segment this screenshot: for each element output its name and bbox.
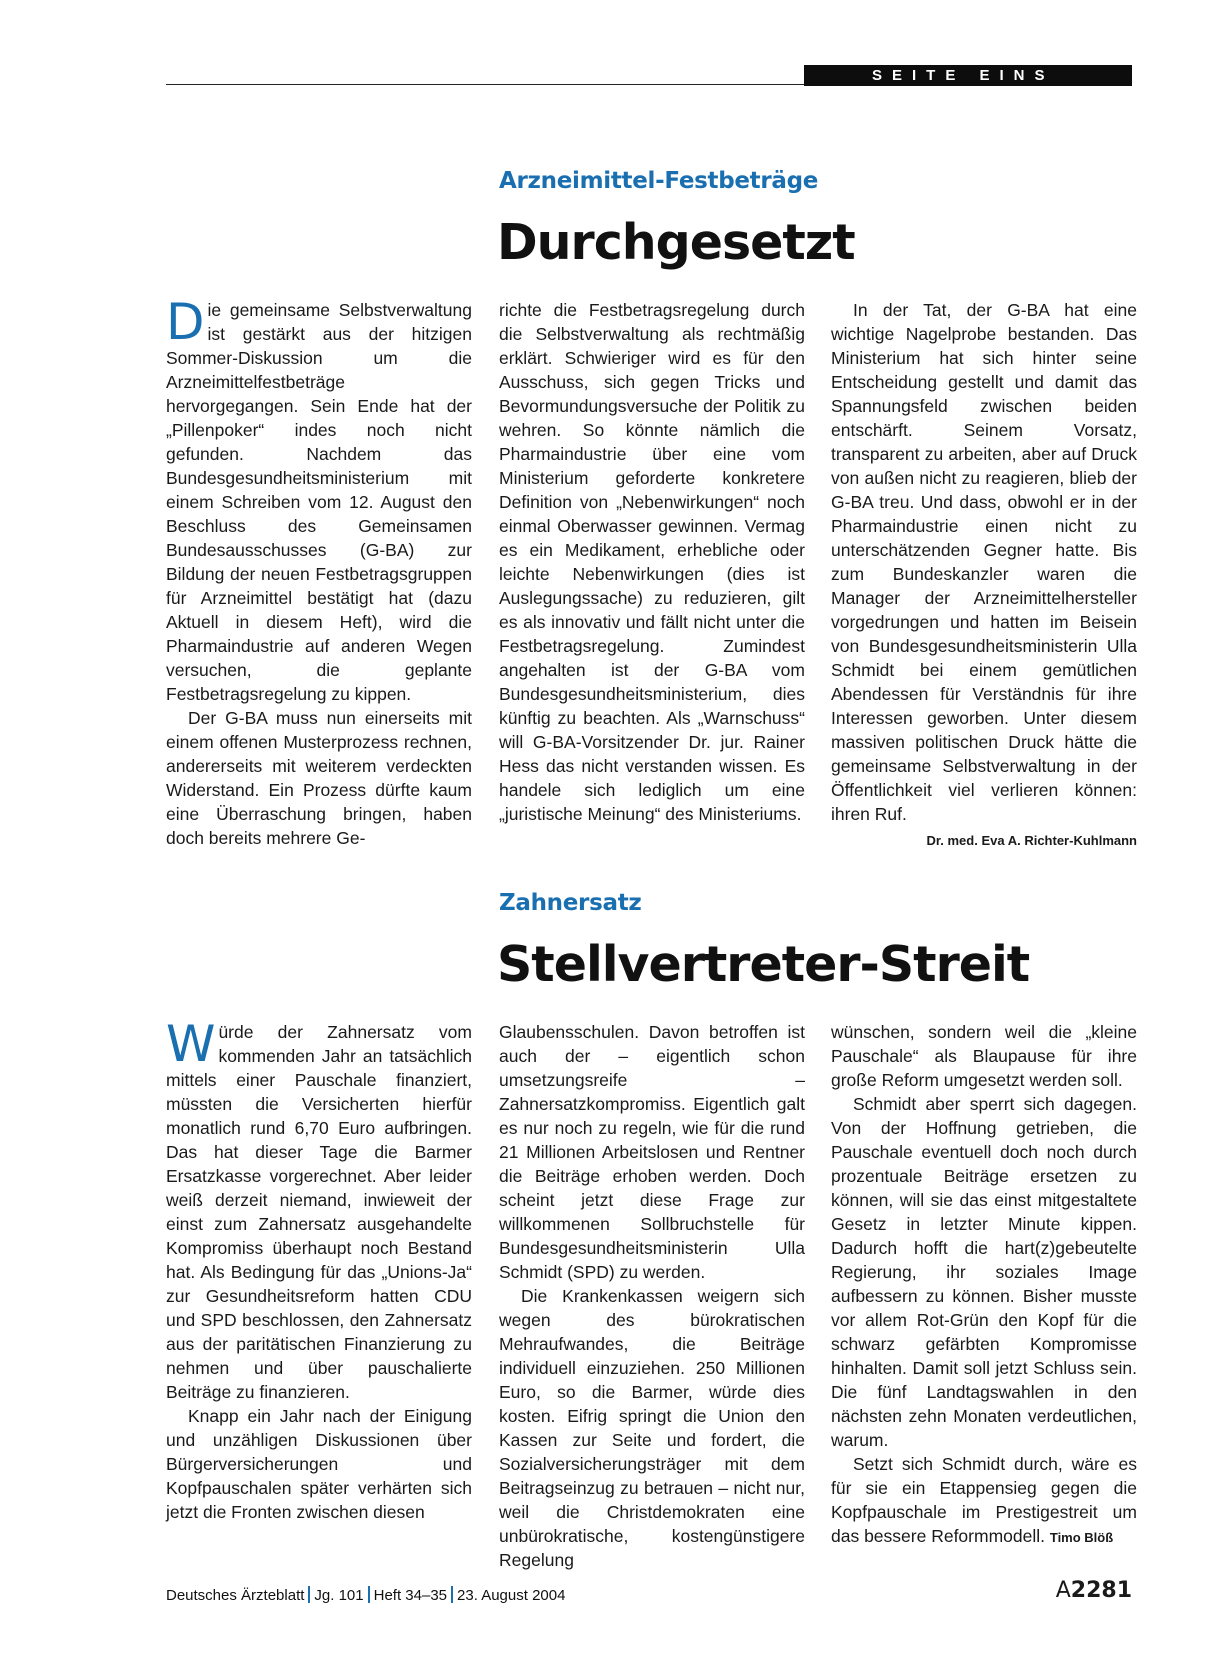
page-number xyxy=(1056,1578,1132,1603)
paragraph: Setzt sich Schmidt durch, wäre es für sie ein Etappensieg gegen die Kopfpauschale im Prestigestreit um das bessere Reformmodell. Timo Blöß xyxy=(831,1454,1137,1546)
article1-column-2 xyxy=(499,298,805,826)
article1-headline: Durchgesetzt xyxy=(497,214,855,271)
article2-headline: Stellvertreter-Streit xyxy=(497,936,1030,993)
paragraph: Der G-BA muss nun einerseits mit einem offenen Musterprozess rechnen, andererseits mit weiterem verdeckten Widerstand. Ein Prozess dürfte kaum eine Überraschung bringen, haben doch bereits mehrere Ge- xyxy=(166,708,472,848)
article1-column-1 xyxy=(166,293,472,850)
article2-column-3 xyxy=(831,1020,1137,1550)
paragraph: Knapp ein Jahr nach der Einigung und unzähligen Diskussionen über Bürgerversicherungen und Kopfpauschalen später verhärten sich jetzt die Fronten zwischen diesen xyxy=(166,1406,472,1522)
journal-name: Deutsches Ärzteblatt xyxy=(166,1587,305,1604)
article1-kicker: Arzneimittel-Festbeträge xyxy=(499,168,819,194)
paragraph: Die Krankenkassen weigern sich wegen des bürokratischen Mehraufwandes, die Beiträge individuell einzuziehen. 250 Millionen Euro, so die Barmer, würde dies kosten. Eifrig springt die Union den Kassen zur Seite und fordert, die Sozialversicherungsträger mit dem Beitragseinzug zu betrauen – nicht nur, weil die Christdemokraten eine unbürokratische, kostengünstigere Regelung xyxy=(499,1286,805,1570)
article1-column-3 xyxy=(831,298,1137,853)
article2-kicker: Zahnersatz xyxy=(499,890,642,916)
separator xyxy=(368,1586,370,1603)
footer xyxy=(166,1586,565,1604)
paragraph: Die gemeinsame Selbstverwaltung ist gestärkt aus der hitzigen Sommer-Diskussion um die Arzneimittelfestbeträge hervorgegangen. Sein Ende hat der „Pillenpoker“ indes noch nicht gefunden. Nachdem das Bundesgesundheitsministerium mit einem Schreiben vom 12. August den Beschluss des Gemeinsamen Bundesausschusses (G-BA) zur Bildung der neuen Festbetragsgruppen für Arzneimittel bestätigt hat (dazu Aktuell in diesem Heft), wird die Pharmaindustrie auf anderen Wegen versuchen, die geplante Festbetragsregelung zu kippen. xyxy=(166,293,472,704)
page-prefix: A xyxy=(1055,1578,1071,1603)
article2-column-1 xyxy=(166,1015,472,1524)
section-tag: SEITE EINS xyxy=(804,65,1132,86)
issue: Heft 34–35 xyxy=(373,1587,448,1604)
paragraph: Würde der Zahnersatz vom kommenden Jahr an tatsächlich mittels einer Pauschale finanziert, müssten die Versicherten hierfür monatlich rund 6,70 Euro aufbringen. Das hat dieser Tage die Barmer Ersatzkasse vorgerechnet. Aber leider weiß derzeit niemand, inwieweit der einst zum Zahnersatz ausgehandelte Kompromiss überhaupt noch Bestand hat. Als Bedingung für das „Unions-Ja“ zur Gesundheitsreform hatten CDU und SPD beschlossen, den Zahnersatz aus der paritätischen Finanzierung zu nehmen und über pauschalierte Beiträge zu finanzieren. xyxy=(166,1015,472,1402)
issue-date: 23. August 2004 xyxy=(457,1587,566,1604)
paragraph: In der Tat, der G-BA hat eine wichtige Nagelprobe bestanden. Das Ministerium hat sich hinter seine Entscheidung gestellt und damit das Spannungsfeld zwischen beiden entschärft. Seinem Vorsatz, transparent zu arbeiten, aber auf Druck von außen nicht zu reagieren, blieb der G-BA treu. Und dass, obwohl er in der Pharmaindustrie einen nicht zu unterschätzenden Gegner hatte. Bis zum Bundeskanzler waren die Manager der Arzneimittelhersteller vorgedrungen und hatten im Beisein von Bundesgesundheitsministerin Ulla Schmidt bei einem gemütlichen Abendessen für Verständnis für ihre Interessen geworben. Unter diesem massiven politischen Druck hätte die gemeinsame Selbstverwaltung in der Öffentlichkeit viel verlieren können: ihren Ruf. Dr. med. Eva A. Richter-Kuhlmann xyxy=(831,298,1137,826)
article1-author: Dr. med. Eva A. Richter-Kuhlmann xyxy=(926,833,1137,848)
separator xyxy=(308,1586,310,1603)
paragraph: Glaubensschulen. Davon betroffen ist auch der – eigentlich schon umsetzungsreife – Zahnersatzkompromiss. Eigentlich galt es nur noch zu regeln, wie für die rund 21 Millionen Arbeitslosen und Rentner die Beiträge erhoben werden. Doch scheint jetzt diese Frage zur willkommenen Sollbruchstelle für Bundesgesundheitsministerin Ulla Schmidt (SPD) zu werden. xyxy=(499,1022,805,1282)
dropcap: D xyxy=(166,293,205,351)
volume: Jg. 101 xyxy=(314,1587,364,1604)
paragraph: richte die Festbetragsregelung durch die Selbstverwaltung als rechtmäßig erklärt. Schwieriger wird es für den Ausschuss, sich gegen Tricks und Bevormundungsversuche der Politik zu wehren. So könnte nämlich die Pharmaindustrie über eine vom Ministerium geforderte konkretere Definition von „Nebenwirkungen“ noch einmal Oberwasser gewinnen. Vermag es ein Medikament, erhebliche oder leichte Nebenwirkungen (dies ist Auslegungssache) zu reduzieren, gilt es als innovativ und fällt nicht unter die Festbetragsregelung. Zumindest angehalten ist der G-BA vom Bundesgesundheitsministerium, dies künftig zu beachten. Als „Warnschuss“ will G-BA-Vorsitzender Dr. jur. Rainer Hess das nicht verstanden wissen. Es handele sich lediglich um eine „juristische Meinung“ des Ministeriums. xyxy=(499,300,805,824)
paragraph: Schmidt aber sperrt sich dagegen. Von der Hoffnung getrieben, die Pauschale eventuell doch noch durch prozentuale Beiträge ersetzen zu können, will sie das einst mitgestaltete Gesetz in letzter Minute kippen. Dadurch hofft die hart(z)gebeutelte Regierung, ihr soziales Image aufbessern zu können. Bisher musste vor allem Rot-Grün den Kopf für die schwarz gefärbten Kompromisse hinhalten. Damit soll jetzt Schluss sein. Die fünf Landtagswahlen in den nächsten zehn Monaten verdeutlichen, warum. xyxy=(831,1094,1137,1450)
article2-author: Timo Blöß xyxy=(1049,1530,1114,1545)
separator xyxy=(451,1586,453,1603)
page-number-value: 2281 xyxy=(1070,1578,1132,1603)
dropcap: W xyxy=(166,1015,216,1073)
article2-column-2 xyxy=(499,1020,805,1572)
paragraph: wünschen, sondern weil die „kleine Pauschale“ als Blaupause für ihre große Reform umgesetzt werden soll. xyxy=(831,1022,1137,1090)
